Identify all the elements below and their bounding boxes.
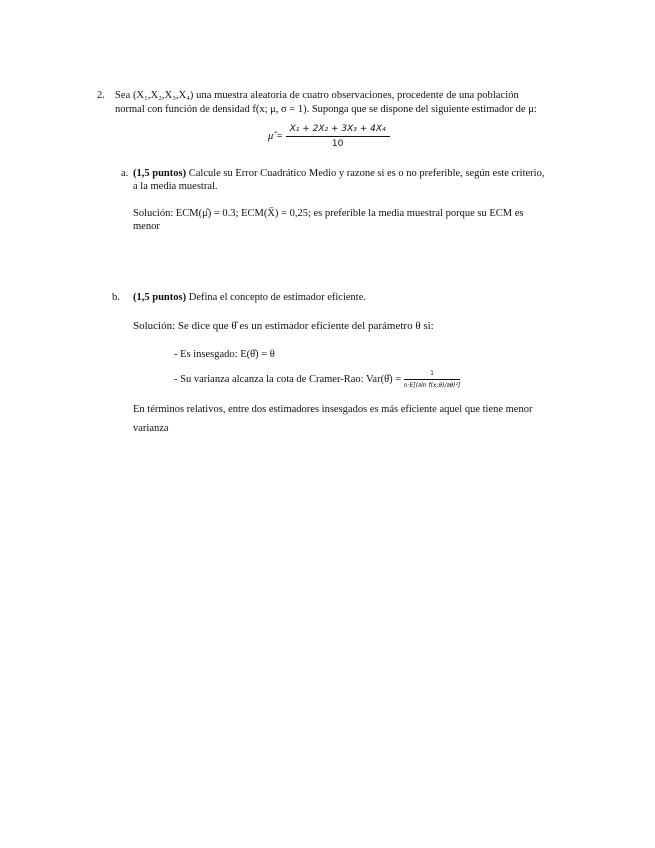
part-b-conclusion-line-2: varianza (133, 423, 169, 434)
part-a-points: (1,5 puntos) (133, 168, 187, 179)
estimator-denominator: 10 (331, 139, 344, 149)
part-b-condition-2 (174, 370, 460, 389)
estimator-lhs: μ̂ = (268, 131, 283, 142)
part-a-letter: a. (121, 168, 129, 179)
part-b-condition-1: - Es insesgado: E(θ̂) = θ (174, 349, 275, 360)
cramer-rao-numerator: 1 (404, 370, 461, 380)
part-b-solution-intro: Solución: Se dice que θ̂ es un estimador eficiente del parámetro θ si: (133, 320, 434, 332)
cramer-rao-denominator: n·E[(∂ln f(x;θ)/∂θ)²] (403, 382, 461, 389)
cramer-rao-bound (404, 370, 461, 389)
estimator-numerator: X₁ + 2X₂ + 3X₃ + 4X₄ (286, 124, 390, 137)
part-b-question-text: Defina el concepto de estimador eficiente. (188, 292, 366, 303)
part-a-question-line-2: a la media muestral. (133, 181, 218, 192)
estimator-fraction (286, 124, 390, 149)
part-a-question (133, 168, 544, 179)
part-b-letter: b. (112, 292, 120, 303)
part-a-solution-line-1: Solución: ECM(μ̂) = 0.3; ECM(X̄) = 0,25; es preferible la media muestral porque su ECM es (133, 208, 524, 219)
part-b-condition-2-text: - Su varianza alcanza la cota de Cramer-Rao: Var(θ̂) = (174, 374, 402, 385)
problem-number: 2. (97, 90, 105, 101)
problem-statement-line-2: normal con función de densidad f(x; μ, σ = 1). Suponga que se dispone del siguiente estimador de μ: (115, 104, 537, 115)
part-b-question (133, 292, 366, 303)
estimator-formula (268, 124, 390, 149)
problem-statement-line-1: Sea (X₁,X₂,X₃,X₄) una muestra aleatoria de cuatro observaciones, procedente de una población (115, 90, 519, 101)
part-a-solution-line-2: menor (133, 221, 160, 232)
part-b-conclusion-line-1: En términos relativos, entre dos estimadores insesgados es más eficiente aquel que tiene menor (133, 404, 533, 415)
part-b-points: (1,5 puntos) (133, 292, 187, 303)
part-a-question-line-1: Calcule su Error Cuadrático Medio y razone si es o no preferible, según este criterio, (188, 168, 545, 179)
